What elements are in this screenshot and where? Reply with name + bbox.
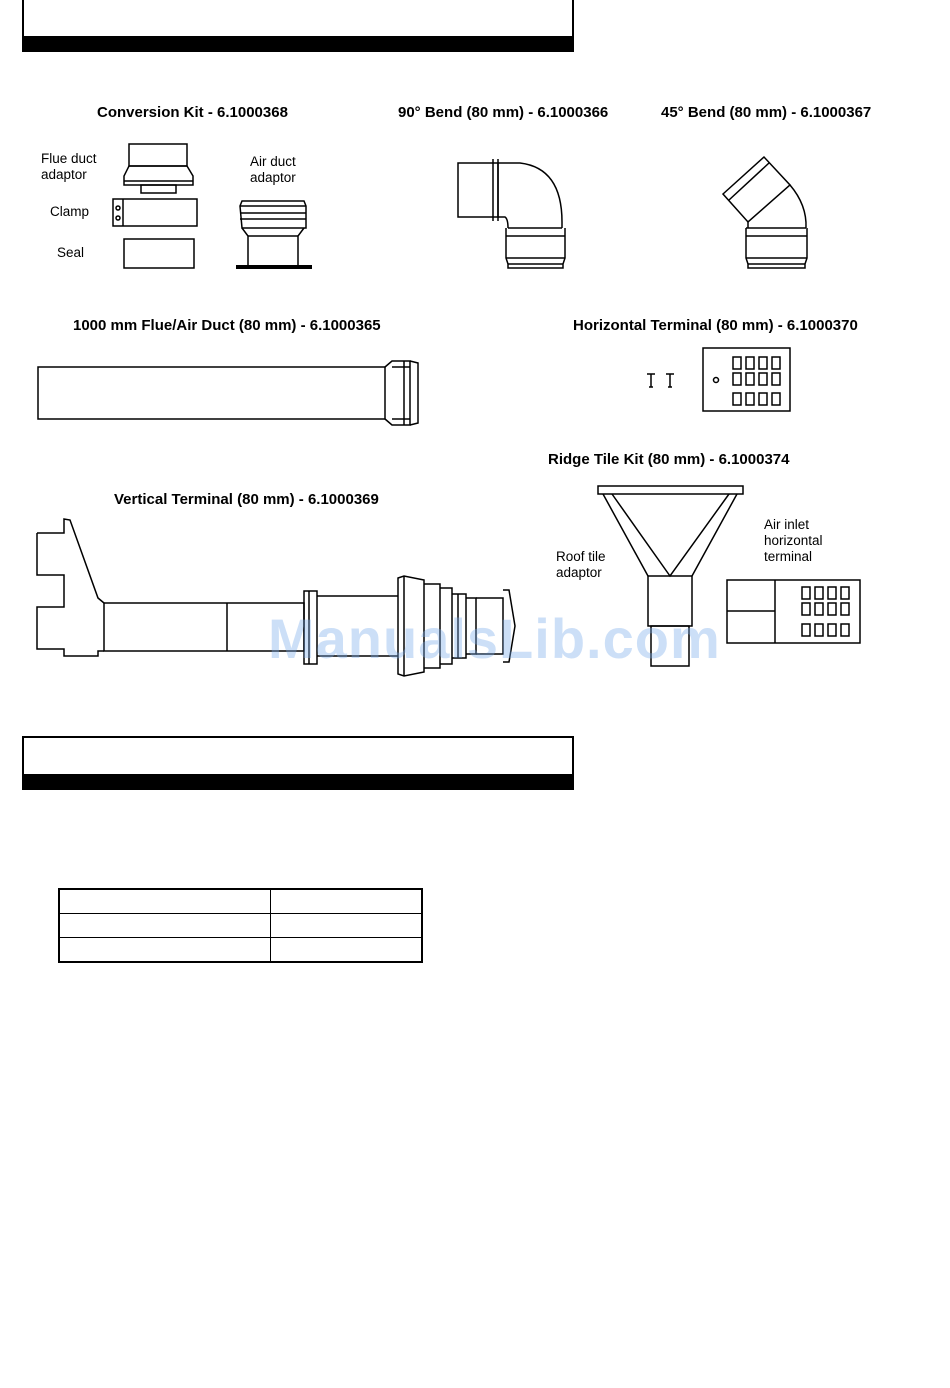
bend-90-drawing [458,159,565,268]
bend-45-title: 45° Bend (80 mm) - 6.1000367 [661,104,872,121]
air-inlet-terminal-drawing [727,580,860,643]
bend-45-drawing [723,157,807,268]
flue-duct-adaptor-label: Flue duct adaptor [41,151,97,182]
spec-table [58,888,423,963]
table-cell [59,938,271,963]
roof-tile-adaptor-label: Roof tile adaptor [556,549,606,580]
seal-drawing [124,239,194,268]
conversion-kit-title: Conversion Kit - 6.1000368 [97,104,288,121]
horizontal-terminal-title: Horizontal Terminal (80 mm) - 6.1000370 [573,317,858,334]
table-cell [271,938,423,963]
ridge-tile-kit-title: Ridge Tile Kit (80 mm) - 6.1000374 [548,451,790,468]
clamp-label: Clamp [50,204,90,219]
clamp-drawing [113,199,197,226]
table-cell [59,914,271,938]
table-row [59,914,422,938]
flue-air-duct-title: 1000 mm Flue/Air Duct (80 mm) - 6.1000365 [73,317,381,334]
flue-duct-adaptor-drawing [124,144,193,193]
table-row [59,938,422,963]
table-cell [59,889,271,914]
table-row [59,889,422,914]
table-cell [271,914,423,938]
flue-air-duct-drawing [38,361,418,425]
watermark: ManualsLib.com [268,607,721,670]
air-inlet-terminal-label: Air inlet horizontal terminal [764,517,823,564]
bend-90-title: 90° Bend (80 mm) - 6.1000366 [398,104,609,121]
air-duct-adaptor-label: Air duct adaptor [250,154,296,185]
air-duct-adaptor-drawing [236,201,312,267]
horizontal-terminal-drawing [647,348,790,411]
seal-label: Seal [57,245,85,260]
table-cell [271,889,423,914]
vertical-terminal-title: Vertical Terminal (80 mm) - 6.1000369 [114,491,379,508]
